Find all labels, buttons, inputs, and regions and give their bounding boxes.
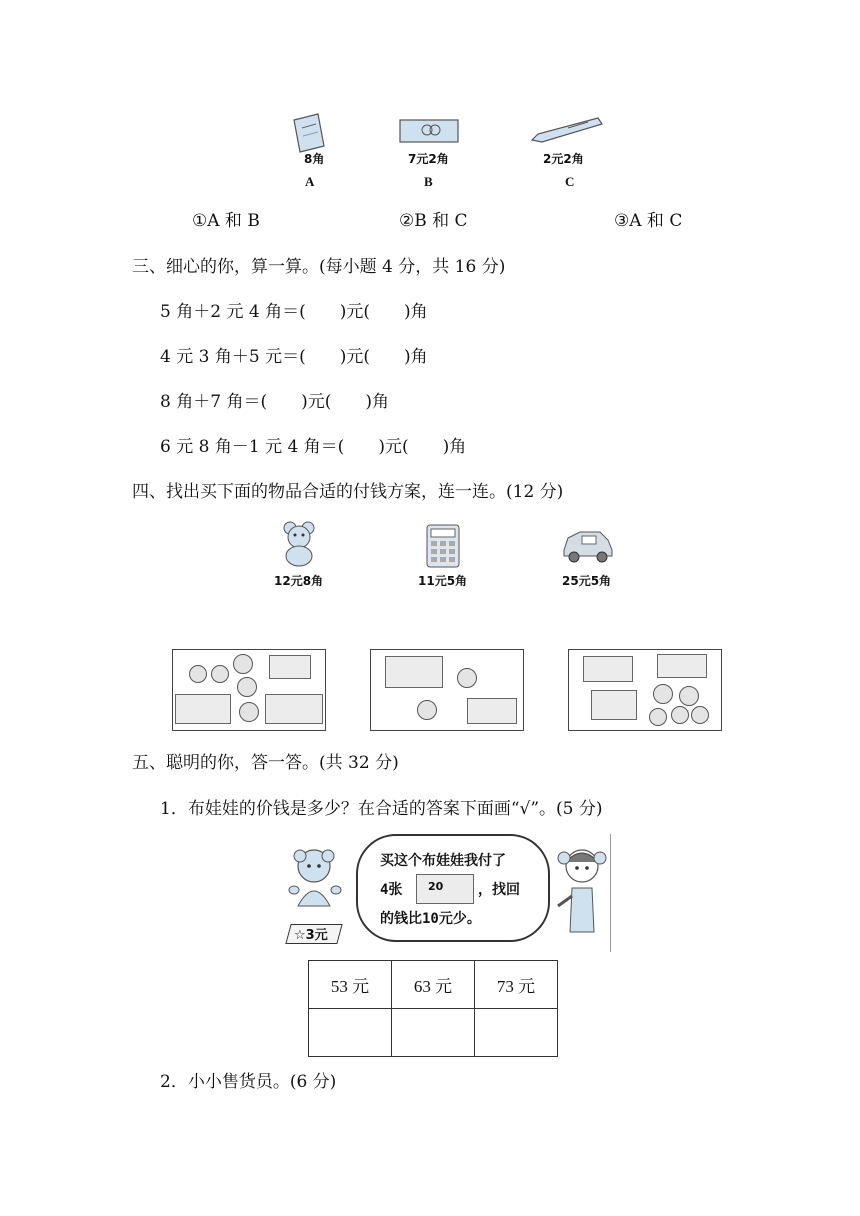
item-a-price: 8角 (304, 152, 325, 166)
answer-header-1: 53 元 (309, 961, 392, 1009)
bubble-line-3: 的钱比10元少。 (380, 911, 481, 927)
payment-option-2[interactable] (370, 649, 524, 731)
payment-option-1[interactable] (172, 649, 326, 731)
answer-header-2: 63 元 (392, 961, 475, 1009)
item-b-letter: B (424, 174, 433, 189)
good-2-price: 11元5角 (418, 574, 468, 588)
item-c-price: 2元2角 (543, 152, 584, 166)
problem-2: 4 元 3 角＋5 元＝( )元( )角 (160, 347, 428, 367)
option-1[interactable]: ①A 和 B (192, 211, 260, 231)
banknote-20 (416, 874, 474, 904)
teddy-bear-icon (278, 520, 322, 568)
doll-icon (284, 846, 348, 920)
problem-3: 8 角＋7 角＝( )元( )角 (160, 392, 389, 412)
answer-cell-3[interactable] (475, 1009, 558, 1057)
good-1-price: 12元8角 (274, 574, 324, 588)
good-3-price: 25元5角 (562, 574, 612, 588)
section5-title: 五、聪明的你，答一答。(共 32 分) (132, 753, 399, 773)
question-1: 1．布娃娃的价钱是多少？在合适的答案下面画“√”。(5 分) (160, 799, 603, 819)
bubble-line-2a: 4张 (380, 882, 403, 898)
section3-title: 三、细心的你，算一算。(每小题 4 分，共 16 分) (132, 257, 506, 277)
item-c-letter: C (565, 174, 575, 189)
payment-option-3[interactable] (568, 649, 722, 731)
toy-car-icon (560, 528, 614, 564)
answer-header-3: 73 元 (475, 961, 558, 1009)
girl-icon (552, 840, 612, 938)
item-a-letter: A (305, 174, 315, 189)
pen-icon (528, 114, 604, 144)
question-2: 2．小小售货员。(6 分) (160, 1072, 337, 1092)
price-tag-text: ☆3元 (294, 928, 328, 943)
problem-1: 5 角＋2 元 4 角＝( )元( )角 (160, 302, 428, 322)
section4-title: 四、找出买下面的物品合适的付钱方案，连一连。(12 分) (132, 482, 564, 502)
banknote-value: 20 (428, 880, 444, 893)
bubble-line-2b: ，找回 (478, 882, 520, 898)
problem-4: 6 元 8 角－1 元 4 角＝( )元( )角 (160, 437, 467, 457)
pencil-box-icon (398, 116, 462, 146)
answer-cell-1[interactable] (309, 1009, 392, 1057)
option-2[interactable]: ②B 和 C (399, 211, 468, 231)
answer-table (308, 960, 558, 1057)
answer-cell-2[interactable] (392, 1009, 475, 1057)
item-b-price: 7元2角 (408, 152, 449, 166)
calculator-icon (425, 523, 461, 569)
option-3[interactable]: ③A 和 C (614, 211, 683, 231)
exercise-book-icon (290, 112, 326, 154)
divider (610, 834, 611, 952)
bubble-line-1: 买这个布娃娃我付了 (380, 853, 506, 869)
